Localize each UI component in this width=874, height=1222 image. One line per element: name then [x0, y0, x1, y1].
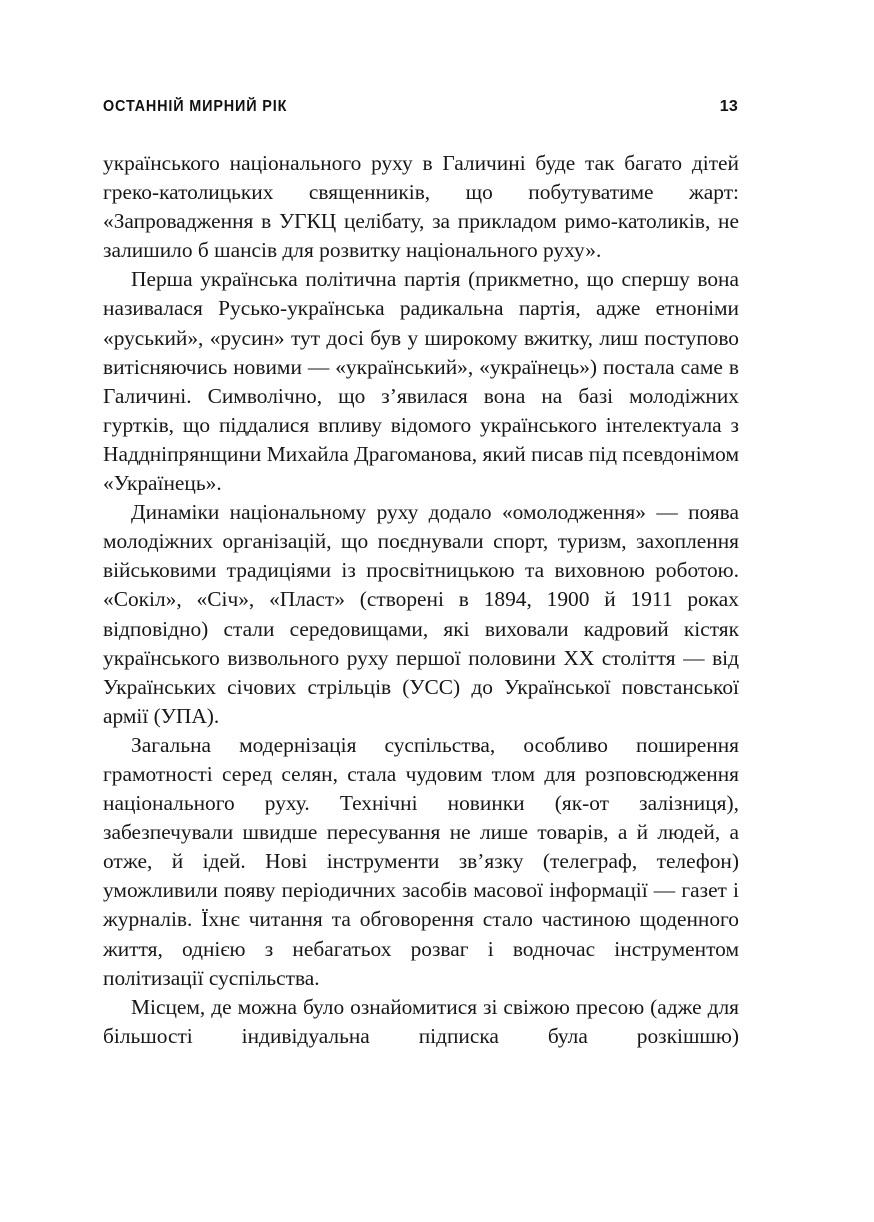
running-head-title: ОСТАННІЙ МИРНИЙ РІК — [103, 98, 288, 115]
paragraph-3: Динаміки національному руху додало «омолодження» — поява молодіжних організацій, що поєднували спорт, туризм, захоплення військовими традиціями із просвітницькою та виховною роботою. «Сокіл», «Січ», «Пласт» (створені в 1894, 1900 й 1911 роках відповідно) стали середовищами, які виховали кадровий кістяк українського визвольного руху першої половини XX століття — від Українських січових стрільців (УСС) до Української повстанської армії (УПА). — [103, 500, 739, 728]
running-header — [103, 98, 738, 122]
paragraph-1: українського національного руху в Галичині буде так багато дітей греко-католицьких священників, що побутуватиме жарт: «Запровадження в УГКЦ целібату, за прикладом римо-католиків, не залишило б шансів для розвитку національного руху». — [103, 151, 739, 263]
paragraph-2: Перша українська політична партія (прикметно, що спершу вона називалася Русько-українська радикальна партія, адже етноніми «руський», «русин» тут досі був у широкому вжитку, лиш поступово витісняючись новими — «український», «українець») постала саме в Галичині. Символічно, що з’явилася вона на базі молодіжних гуртків, що піддалися впливу відомого українського інтелектуала з Наддніпрянщини Михайла Драгоманова, який писав під псевдонімом «Українець». — [103, 267, 739, 496]
paragraph-4: Загальна модернізація суспільства, особливо поширення грамотності серед селян, стала чудовим тлом для розповсюдження національного руху. Технічні новинки (як-от залізниця), забезпечували швидше пересування не лише товарів, а й людей, а отже, й ідей. Нові інструменти зв’язку (телеграф, телефон) уможливили появу періодичних засобів масової інформації — газет і журналів. Їхнє читання та обговорення стало частиною щоденного життя, однією з небагатьох розваг і водночас інструментом політизації суспільства. — [103, 732, 739, 990]
paragraph-5: Місцем, де можна було ознайомитися зі свіжою пресою (адже для більшості індивідуальна підписка була розкішшю) — [103, 994, 739, 1048]
page-number: 13 — [719, 98, 738, 115]
body-text-block — [103, 149, 739, 1051]
